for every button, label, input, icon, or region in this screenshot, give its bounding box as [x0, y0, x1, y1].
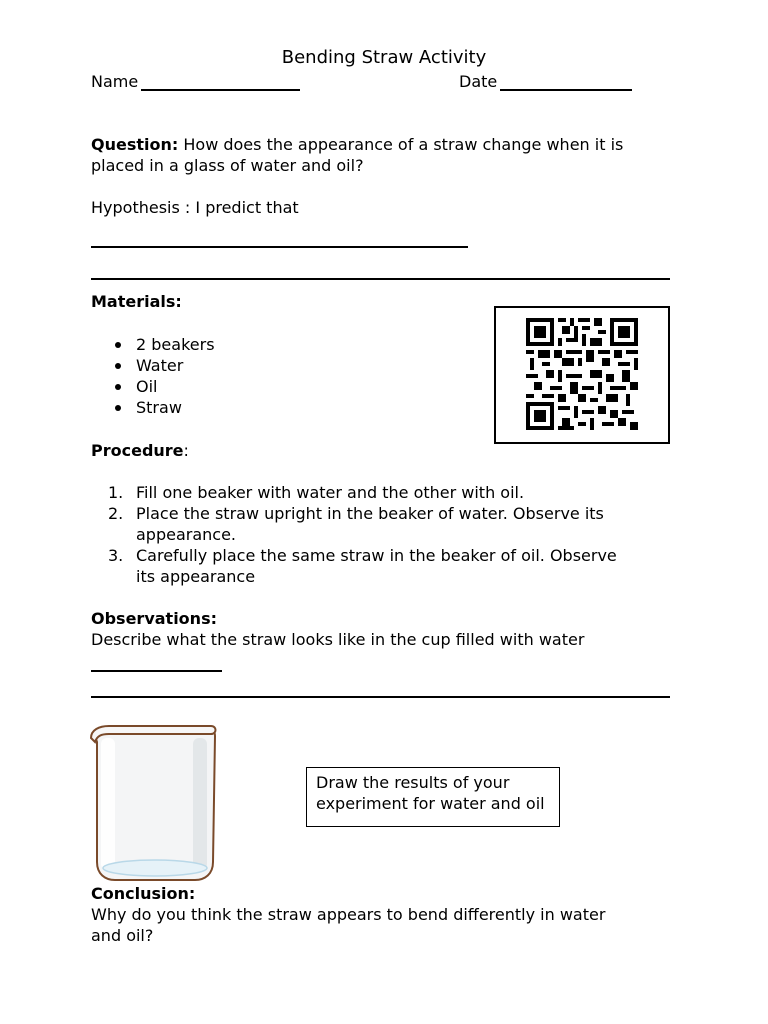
procedure-heading — [91, 440, 189, 461]
conclusion-line-2: and oil? — [91, 926, 154, 945]
hypothesis-blank-line-1[interactable] — [91, 246, 468, 248]
date-label: Date — [459, 72, 498, 91]
step-number: 3. — [108, 546, 124, 565]
list-item: 2 beakers — [91, 334, 215, 355]
beaker-icon — [89, 722, 219, 882]
question-label: Question: — [91, 135, 179, 154]
step-text: Carefully place the same straw in the beaker of oil. Observe — [136, 546, 617, 565]
draw-results-box[interactable] — [306, 767, 560, 827]
qr-code-frame — [494, 306, 670, 444]
observations-blank-line-1[interactable] — [91, 670, 222, 672]
step-text: Place the straw upright in the beaker of water. Observe its — [136, 504, 604, 523]
question-line-1 — [91, 134, 623, 155]
name-label: Name — [91, 72, 139, 91]
question-line-2: placed in a glass of water and oil? — [91, 156, 364, 175]
page-title: Bending Straw Activity — [281, 47, 487, 68]
materials-label: Materials: — [91, 292, 182, 311]
step-text: appearance. — [136, 525, 237, 544]
observations-prompt: Describe what the straw looks like in the cup filled with water — [91, 630, 585, 649]
question-text: How does the appearance of a straw change when it is — [178, 135, 624, 154]
step-text: its appearance — [136, 567, 256, 586]
list-item: Straw — [91, 397, 215, 418]
step-number: 1. — [108, 483, 124, 502]
list-item: Water — [91, 355, 215, 376]
step-number: 2. — [108, 504, 124, 523]
procedure-suffix: : — [183, 441, 189, 460]
name-blank-line[interactable] — [141, 89, 300, 91]
observations-blank-line-2[interactable] — [91, 696, 670, 698]
conclusion-line-1: Why do you think the straw appears to bend differently in water — [91, 905, 606, 924]
draw-results-text: Draw the results of your experiment for water and oil — [316, 773, 545, 813]
list-item: Oil — [91, 376, 215, 397]
step-text: Fill one beaker with water and the other with oil. — [136, 483, 525, 502]
procedure-label: Procedure — [91, 441, 184, 460]
conclusion-label: Conclusion: — [91, 884, 196, 903]
hypothesis-label: Hypothesis : I predict that — [91, 198, 299, 217]
materials-list — [91, 334, 215, 418]
qr-code-icon — [526, 318, 638, 430]
date-blank-line[interactable] — [500, 89, 632, 91]
observations-label: Observations: — [91, 609, 217, 628]
hypothesis-blank-line-2[interactable] — [91, 278, 670, 280]
